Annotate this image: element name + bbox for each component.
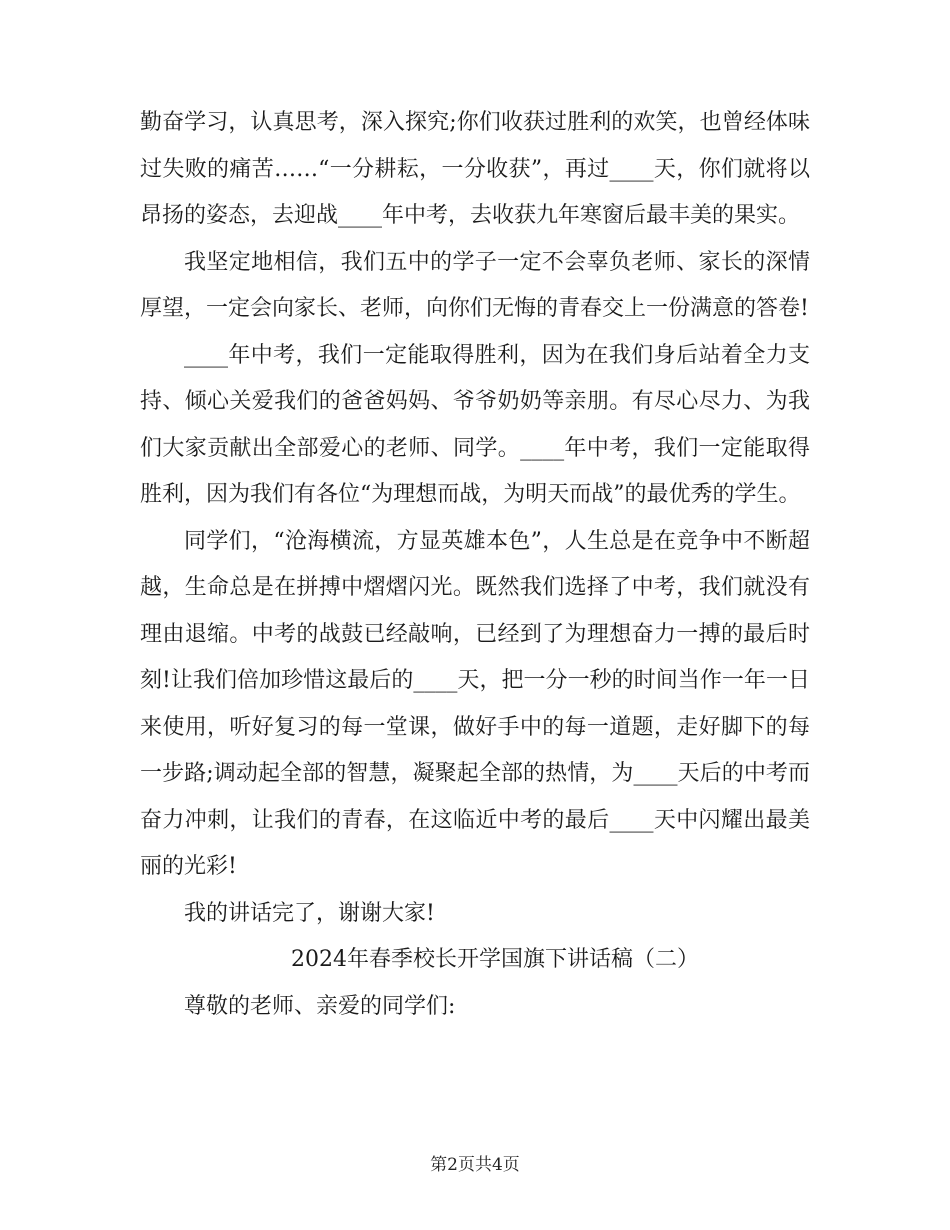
paragraph: 同学们，“沧海横流，方显英雄本色”，人生总是在竞争中不断超越，生命总是在拼搏中熠熠闪光。既然我们选择了中考，我们就没有理由退缩。中考的战鼓已经敲响，已经到了为理想奋力一搏的最后时刻!让我们倍加珍惜这最后的____天，把一分一秒的时间当作一年一日来使用，听好复习的每一堂课，做好手中的每一道题，走好脚下的每一步路;调动起全部的智慧，凝聚起全部的热情，为____天后的中考而奋力冲刺，让我们的青春，在这临近中考的最后____天中闪耀出最美丽的光彩! — [140, 528, 810, 879]
paragraph-closing: 我的讲话完了，谢谢大家! — [184, 900, 435, 926]
paragraph: ____年中考，我们一定能取得胜利，因为在我们身后站着全力支持、倾心关爱我们的爸爸妈妈、爷爷奶奶等亲朋。有尽心尽力、为我们大家贡献出全部爱心的老师、同学。____年中考，我们一定能取得胜利，因为我们有各位“为理想而战，为明天而战”的最优秀的学生。 — [140, 342, 810, 507]
page-number: 第2页共4页 — [430, 1155, 520, 1175]
document-body — [140, 100, 810, 1030]
paragraph-continued: 勤奋学习，认真思考，深入探究;你们收获过胜利的欢笑，也曾经体味过失败的痛苦……“一分耕耘，一分收获”，再过____天，你们就将以昂扬的姿态，去迎战____年中考，去收获九年寒窗后最丰美的果实。 — [140, 110, 810, 228]
salutation: 尊敬的老师、亲爱的同学们: — [184, 993, 456, 1019]
section-title: 2024年春季校长开学国旗下讲话稿（二） — [291, 947, 699, 972]
paragraph: 我坚定地相信，我们五中的学子一定不会辜负老师、家长的深情厚望，一定会向家长、老师，向你们无悔的青春交上一份满意的答卷! — [140, 249, 810, 321]
